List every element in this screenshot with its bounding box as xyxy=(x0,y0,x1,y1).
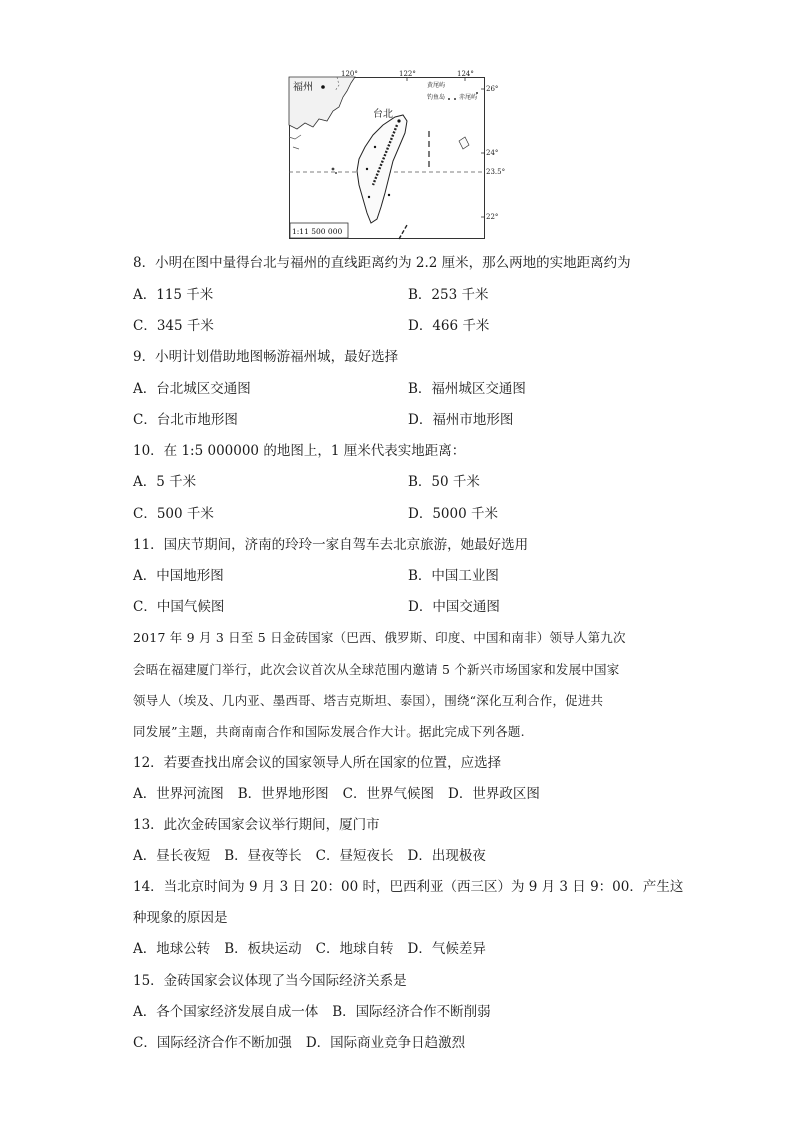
q12-stem: 12．若要查找出席会议的国家领导人所在国家的位置，应选择 xyxy=(133,755,502,771)
q11-option-b: B．中国工业图 xyxy=(408,568,499,584)
lon-124-label: 124° xyxy=(457,70,474,78)
q9-stem: 9．小明计划借助地图畅游福州城，最好选择 xyxy=(133,349,399,365)
q14-stem-line-2: 种现象的原因是 xyxy=(133,910,228,926)
q11-option-d: D．中国交通图 xyxy=(408,599,500,615)
q15-options-row-2 xyxy=(133,1034,465,1052)
passage-line-2: 会晤在福建厦门举行，此次会议首次从全球范围内邀请 5 个新兴市场国家和发展中国家 xyxy=(133,662,620,677)
q15-option-a: A．各个国家经济发展自成一体 xyxy=(133,1004,319,1020)
passage-line-1: 2017 年 9 月 3 日至 5 日金砖国家（巴西、俄罗斯、印度、中国和南非）领导人第九次 xyxy=(133,630,626,645)
chiwei-label: 赤尾屿 xyxy=(459,94,478,101)
q12-option-b: B．世界地形图 xyxy=(237,786,329,802)
lat-235-label: 23.5° xyxy=(486,168,506,176)
q15-option-c: C．国际经济合作不断加强 xyxy=(133,1035,292,1051)
q13-stem: 13．此次金砖国家会议举行期间，厦门市 xyxy=(133,817,380,833)
q15-option-d: D．国际商业竞争日趋激烈 xyxy=(305,1035,466,1051)
q12-option-d: D．世界政区图 xyxy=(448,786,540,802)
q11-option-a: A．中国地形图 xyxy=(133,568,224,584)
q9-option-c: C．台北市地形图 xyxy=(133,412,238,428)
lat-24-label: 24° xyxy=(486,149,499,157)
q10-stem: 10．在 1:5 000000 的地图上，1 厘米代表实地距离： xyxy=(133,443,466,459)
q13-option-c: C．昼短夜长 xyxy=(315,848,394,864)
q15-option-b: B．国际经济合作不断削弱 xyxy=(332,1004,491,1020)
q14-stem-line-1: 14．当北京时间为 9 月 3 日 20：00 时，巴西利亚（西三区）为 9 月 3 日 9：00．产生这 xyxy=(133,879,684,895)
q10-option-b: B．50 千米 xyxy=(408,474,480,490)
q12-options xyxy=(133,785,540,803)
q8-option-d: D．466 千米 xyxy=(408,318,490,334)
q9-option-a: A．台北城区交通图 xyxy=(133,381,251,397)
q14-options xyxy=(133,940,486,958)
taiwan-map xyxy=(289,70,506,239)
q12-option-c: C．世界气候图 xyxy=(342,786,435,802)
q9-option-b: B．福州城区交通图 xyxy=(408,381,526,397)
q13-option-d: D．出现极夜 xyxy=(407,848,486,864)
q10-option-c: C．500 千米 xyxy=(133,506,214,522)
q8-option-a: A．115 千米 xyxy=(133,287,214,303)
q10-option-a: A．5 千米 xyxy=(133,474,197,490)
q12-option-a: A．世界河流图 xyxy=(133,786,224,802)
q15-options-row-1 xyxy=(133,1003,491,1021)
lon-120-label: 120° xyxy=(341,70,358,78)
q11-option-c: C．中国气候图 xyxy=(133,599,225,615)
q9-option-d: D．福州市地形图 xyxy=(408,412,514,428)
lat-22-label: 22° xyxy=(486,213,499,221)
huangwei-label: 黄尾屿 xyxy=(427,82,446,89)
q14-option-b: B．板块运动 xyxy=(224,941,302,957)
fuzhou-label: 福州 xyxy=(293,82,313,93)
q11-stem: 11．国庆节期间，济南的玲玲一家自驾车去北京旅游，她最好选用 xyxy=(133,537,529,553)
q14-option-d: D．气候差异 xyxy=(407,941,486,957)
q8-stem: 8．小明在图中量得台北与福州的直线距离约为 2.2 厘米，那么两地的实地距离约为 xyxy=(133,255,631,271)
lat-26-label: 26° xyxy=(486,85,499,93)
q15-stem: 15．金砖国家会议体现了当今国际经济关系是 xyxy=(133,973,407,989)
q14-option-a: A．地球公转 xyxy=(133,941,211,957)
q8-option-b: B．253 千米 xyxy=(408,287,489,303)
q13-option-b: B．昼夜等长 xyxy=(224,848,302,864)
q14-option-c: C．地球自转 xyxy=(315,941,394,957)
q13-option-a: A．昼长夜短 xyxy=(133,848,211,864)
fuzhou-dot xyxy=(321,85,325,89)
passage-line-3: 领导人（埃及、几内亚、墨西哥、塔吉克斯坦、泰国），围绕“深化互利合作，促进共 xyxy=(133,693,604,708)
lon-122-label: 122° xyxy=(399,70,416,78)
passage-line-4: 同发展”主题，共商南南合作和国际发展合作大计。据此完成下列各题. xyxy=(133,724,525,739)
scale-label: 1:11 500 000 xyxy=(292,227,343,236)
diaoyu-label: 钓鱼岛 xyxy=(427,94,446,101)
map-figure xyxy=(289,70,506,239)
q13-options xyxy=(133,847,486,865)
taipei-label: 台北 xyxy=(373,109,393,120)
q8-option-c: C．345 千米 xyxy=(133,318,214,334)
q10-option-d: D．5000 千米 xyxy=(408,506,498,522)
